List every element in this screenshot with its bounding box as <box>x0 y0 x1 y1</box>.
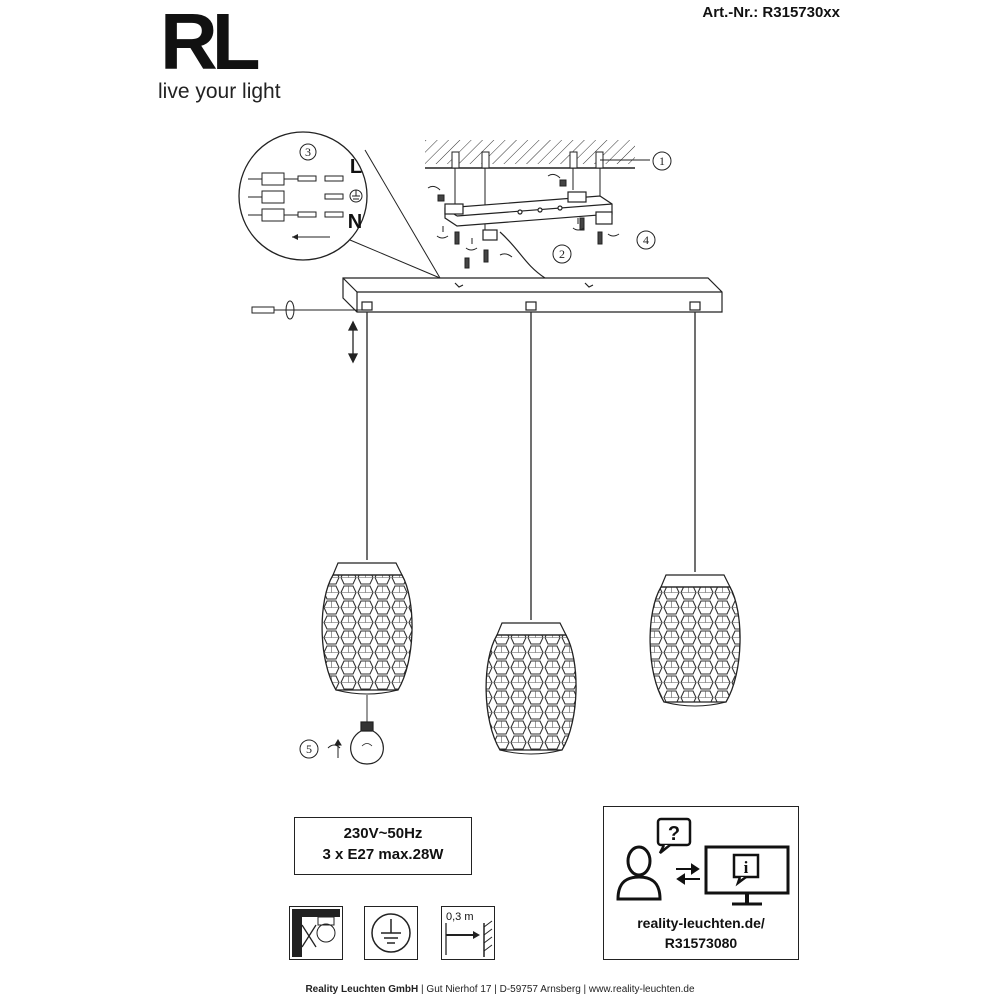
screwdriver <box>252 301 362 319</box>
step-label-4: 4 <box>643 233 649 247</box>
neutral-label: N <box>347 211 363 233</box>
bulb-icon <box>351 722 384 764</box>
svg-text:i: i <box>743 858 749 877</box>
distance-icon <box>442 907 494 959</box>
height-adjust-arrow <box>349 322 357 362</box>
logo-mark: RL <box>160 0 255 86</box>
pendant-shade-right <box>650 575 740 706</box>
info-url: reality-leuchten.de/ <box>637 915 765 931</box>
canopy-bar <box>343 278 722 312</box>
footer-address: | Gut Nierhof 17 | D-59757 Arnsberg | www.reality-leuchten.de <box>418 984 695 995</box>
suspension-cables <box>367 312 695 620</box>
info-code: R31573080 <box>664 935 738 951</box>
supply-cable <box>500 232 545 278</box>
footer-company: Reality Leuchten GmbH <box>305 984 419 995</box>
svg-text:?: ? <box>667 823 681 845</box>
voltage-spec: 230V~50Hz <box>343 825 423 842</box>
user-icon <box>618 847 660 899</box>
support-illustration <box>604 807 800 911</box>
article-number: Art.-Nr.: R315730xx <box>702 4 840 21</box>
monitor-icon <box>706 847 788 904</box>
footer <box>0 984 1000 995</box>
exchange-arrows-icon <box>676 865 700 883</box>
distance-symbol <box>441 906 495 960</box>
no-cover-icon <box>290 907 342 959</box>
no-cover-symbol <box>289 906 343 960</box>
rotation-arrows <box>328 740 341 758</box>
spec-box <box>294 817 472 875</box>
live-label: L <box>349 156 363 178</box>
wiring-detail <box>239 132 440 278</box>
question-bubble-icon <box>658 819 690 853</box>
info-box <box>603 806 799 960</box>
pendant-shade-left <box>322 563 412 722</box>
pendant-shade-center <box>486 623 576 754</box>
ground-icon <box>365 907 417 959</box>
step-label-1: 1 <box>659 154 665 168</box>
logo-tagline: live your light <box>158 80 281 103</box>
distance-label: 0,3 m <box>446 911 474 923</box>
step-label-3: 3 <box>305 145 311 159</box>
bulb-spec: 3 x E27 max.28W <box>322 846 444 863</box>
ground-symbol <box>364 906 418 960</box>
step-label-2: 2 <box>559 247 565 261</box>
mounting-bracket <box>445 192 612 240</box>
step-label-5: 5 <box>306 742 312 756</box>
